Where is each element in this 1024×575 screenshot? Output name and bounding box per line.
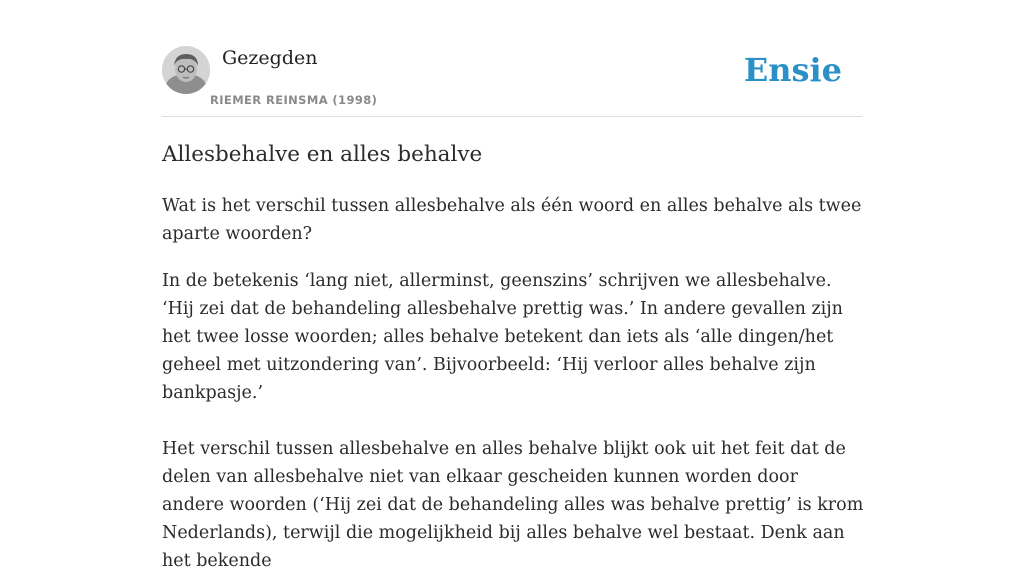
brand-logo-link[interactable]: Ensie: [743, 51, 842, 89]
portrait-icon: [162, 46, 210, 94]
book-title-link[interactable]: Gezegden: [222, 47, 318, 69]
author-name: RIEMER REINSMA (1998): [210, 93, 378, 107]
article-paragraph: In de betekenis ‘lang niet, allerminst, geenszins’ schrijven we allesbehalve. ‘Hij zei dat de behandeling allesbehalve prettig was.’ In andere gevallen zijn het twee losse woorden; alles behalve betekent dan iets als ‘alle dingen/het geheel met uitzondering van’. Bijvoorbeeld: ‘Hij verloor alles behalve zijn bankpasje.’: [162, 271, 843, 403]
article-paragraph: Het verschil tussen allesbehalve en alles behalve blijkt ook uit het feit dat de delen van allesbehalve niet van elkaar gescheiden kunnen worden door andere woorden (‘Hij zei dat de behandeling alles was behalve prettig’ is krom Nederlands), terwijl die mogelijkheid bij alles behalve wel bestaat. Denk aan het bekende: [162, 439, 864, 571]
page: [162, 0, 864, 571]
header: [162, 0, 862, 117]
article-body: [162, 192, 864, 575]
article-title: Allesbehalve en alles behalve: [162, 142, 483, 167]
author-avatar[interactable]: [162, 46, 210, 94]
article-paragraph: Wat is het verschil tussen allesbehalve als één woord en alles behalve als twee aparte woorden?: [162, 196, 862, 244]
